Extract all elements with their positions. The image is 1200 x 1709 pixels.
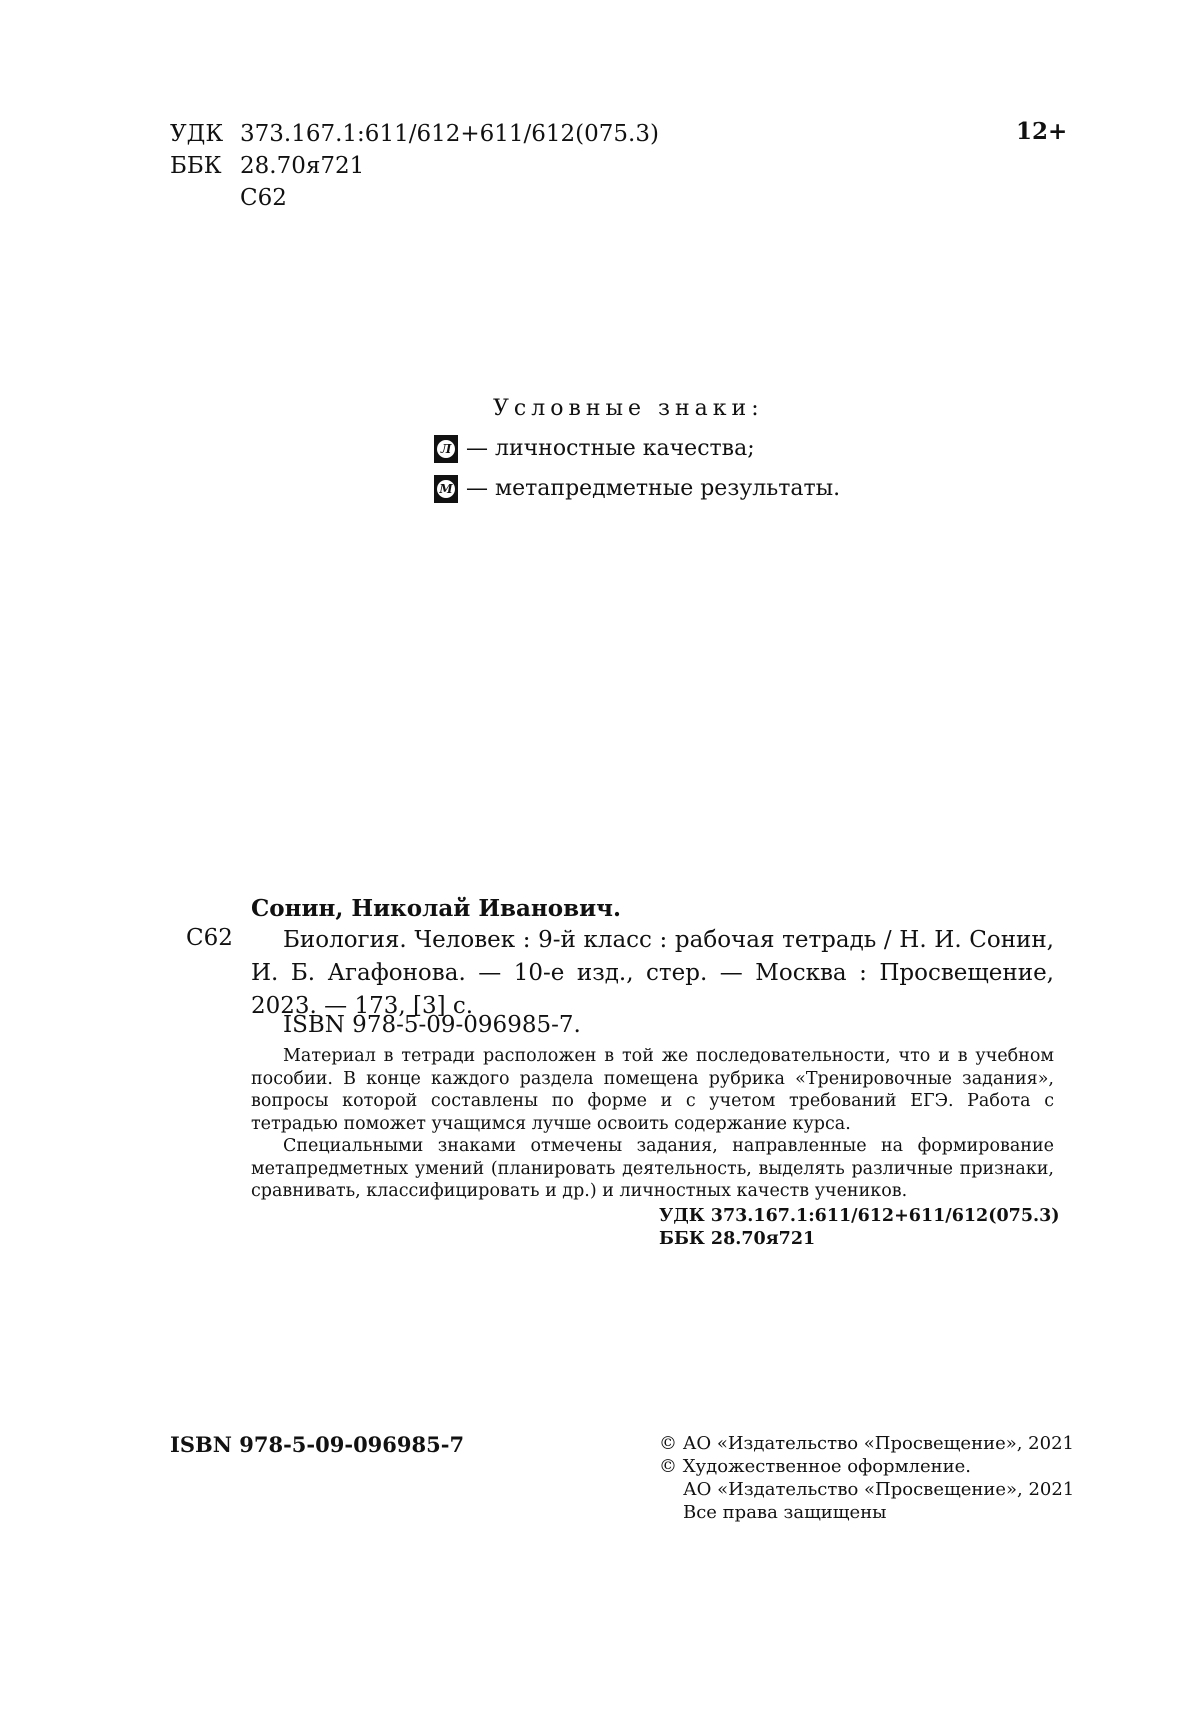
letter-m-icon bbox=[434, 475, 458, 503]
copyright-line: © АО «Издательство «Просвещение», 2021 bbox=[659, 1433, 1074, 1454]
annotation-paragraph: Специальными знаками отмечены задания, направленные на формирование метапредметных умений (планировать деятельность, выделять различные признаки, сравнивать, классифицировать и др.) и личностных качеств учеников. bbox=[251, 1136, 1054, 1201]
card-classification bbox=[659, 1205, 1060, 1250]
footer-isbn: ISBN 978-5-09-096985-7 bbox=[170, 1432, 465, 1457]
bbk-label: ББК bbox=[170, 153, 222, 179]
author-mark: С62 bbox=[240, 185, 287, 211]
annotation bbox=[251, 1045, 1054, 1203]
card-code: С62 bbox=[186, 925, 233, 951]
letter-l-glyph: Л bbox=[437, 440, 455, 458]
letter-l-icon bbox=[434, 435, 458, 463]
legend-item-text: — метапредметные результаты. bbox=[466, 476, 841, 501]
card-author: Сонин, Николай Иванович. bbox=[251, 895, 621, 922]
card-isbn: ISBN 978-5-09-096985-7. bbox=[283, 1012, 581, 1038]
age-rating: 12+ bbox=[1016, 118, 1068, 145]
legend-item-personal bbox=[434, 429, 840, 469]
copyright-line: © Художественное оформление. bbox=[659, 1456, 972, 1477]
bbk-value: 28.70я721 bbox=[240, 153, 365, 179]
legend-title: Условные знаки: bbox=[493, 396, 764, 421]
letter-m-glyph: М bbox=[437, 480, 455, 498]
copyright-line: АО «Издательство «Просвещение», 2021 bbox=[683, 1479, 1075, 1500]
udk-label: УДК bbox=[170, 121, 224, 147]
classification-block bbox=[170, 118, 659, 214]
legend-item-text: — личностные качества; bbox=[466, 436, 755, 461]
udk-value: 373.167.1:611/612+611/612(075.3) bbox=[240, 121, 659, 147]
card-bbk: ББК 28.70я721 bbox=[659, 1228, 816, 1249]
bbk-line bbox=[170, 150, 659, 182]
legend bbox=[434, 389, 840, 509]
copyright-block bbox=[659, 1432, 1074, 1524]
udk-line bbox=[170, 118, 659, 150]
rights-line: Все права защищены bbox=[683, 1502, 887, 1523]
bibliographic-record: Биология. Человек : 9-й класс : рабочая тетрадь / Н. И. Сонин, И. Б. Агафонова. — 10-е изд., стер. — Москва : Просвещение, 2023. — 173, [3] с. bbox=[251, 927, 1054, 1019]
card-udk: УДК 373.167.1:611/612+611/612(075.3) bbox=[659, 1206, 1060, 1226]
annotation-paragraph: Материал в тетради расположен в той же последовательности, что и в учебном пособии. В конце каждого раздела помещена рубрика «Тренировочные задания», вопросы которой составлены по форме и с учетом требований ЕГЭ. Работа с тетрадью поможет учащимся лучше освоить содержание курса. bbox=[251, 1046, 1054, 1134]
legend-item-meta bbox=[434, 469, 840, 509]
